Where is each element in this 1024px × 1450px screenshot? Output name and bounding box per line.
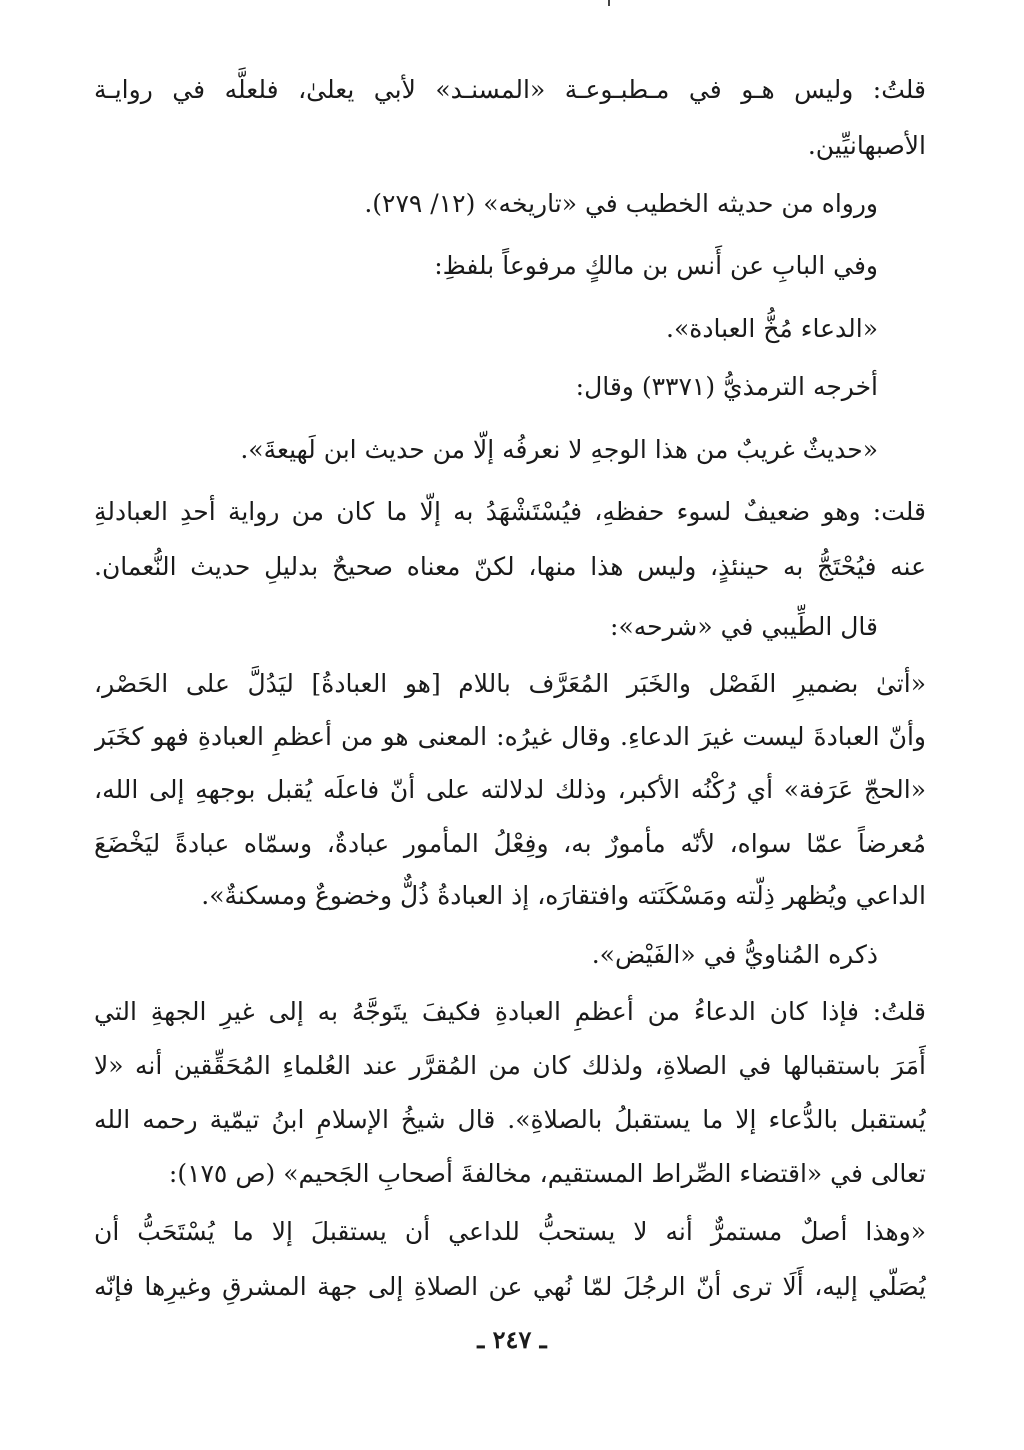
text-line: «حديثٌ غريبٌ من هذا الوجهِ لا نعرفُه إلّا من حديث ابن لَهيعةَ».	[240, 435, 878, 464]
page-number: ـ ٢٤٧ ـ	[477, 1325, 547, 1354]
text-line: قال الطِّيبي في «شرحه»:	[610, 612, 878, 641]
text-line: «أتىٰ بضميرِ الفَصْل والخَبَر المُعَرَّف باللام [هو العبادةُ] ليَدُلَّ على الحَصْر،	[94, 669, 926, 698]
text-line: «وهذا أصلٌ مستمرٌّ أنه لا يستحبُّ للداعي أن يستقبلَ إلا ما يُسْتَحَبُّ أن	[94, 1217, 926, 1246]
text-line: يُستقبل بالدُّعاء إلا ما يستقبلُ بالصلاةِ». قال شيخُ الإسلامِ ابنُ تيمّية رحمه الله	[94, 1105, 926, 1134]
text-line: أَمَرَ باستقبالها في الصلاةِ، ولذلك كان من المُقرَّر عند العُلماءِ المُحَقِّقين أنه «لا	[94, 1051, 926, 1080]
text-line: تعالى في «اقتضاء الصِّراط المستقيم، مخالفةَ أصحابِ الجَحيم» (ص ١٧٥):	[168, 1159, 926, 1188]
text-line: أخرجه الترمذيُّ (٣٣٧١) وقال:	[575, 372, 878, 401]
text-line: ذكره المُناويُّ في «الفَيْض».	[591, 940, 878, 969]
text-line: عنه فيُحْتَجُّ به حينئذٍ، وليس هذا منها، لكنّ معناه صحيحٌ بدليلِ حديث النُّعمان.	[94, 552, 926, 581]
text-line: قلتُ: وليس هـو في مـطبـوعـة «المسنـد» لأبي يعلىٰ، فلعلَّه في روايـة	[94, 75, 926, 104]
text-line: ورواه من حديثه الخطيب في «تاريخه» (١٢/ ٢٧٩).	[364, 189, 878, 218]
top-tick-mark	[608, 0, 610, 6]
text-line: «الحجّ عَرَفة» أي رُكْنُه الأكبر، وذلك لدلالته على أنّ فاعلَه يُقبل بوجههِ إلى الله،	[94, 775, 926, 804]
text-line: الأصبهانيِّين.	[807, 131, 926, 160]
text-line: قلتُ: فإذا كان الدعاءُ من أعظمِ العبادةِ فكيفَ يتَوجَّهُ به إلى غيرِ الجهةِ التي	[94, 997, 926, 1026]
text-line: وفي البابِ عن أَنس بن مالكٍ مرفوعاً بلفظِ:	[434, 251, 878, 280]
text-line: «الدعاء مُخُّ العبادة».	[666, 314, 878, 343]
text-line: قلت: وهو ضعيفٌ لسوء حفظهِ، فيُسْتَشْهَدُ به إلّا ما كان من رواية أحدِ العبادلةِ	[94, 497, 926, 526]
text-line: الداعي ويُظهر ذِلّته ومَسْكَنَته وافتقارَه، إذ العبادةُ ذُلٌّ وخضوعٌ ومسكنةٌ».	[201, 881, 926, 910]
text-line: وأنّ العبادةَ ليست غيرَ الدعاءِ. وقال غيرُه: المعنى هو من أعظمِ العبادةِ فهو كخَبَر	[94, 722, 926, 751]
text-line: يُصَلّي إليه، أَلَا ترى أنّ الرجُلَ لمّا نُهي عن الصلاةِ إلى جهة المشرقِ وغيرِها فإنّه	[94, 1272, 926, 1301]
text-line: مُعرضاً عمّا سواه، لأنّه مأمورٌ به، وفِعْلُ المأمور عبادةٌ، وسمّاه عبادةً ليَخْضَعَ	[94, 829, 926, 858]
